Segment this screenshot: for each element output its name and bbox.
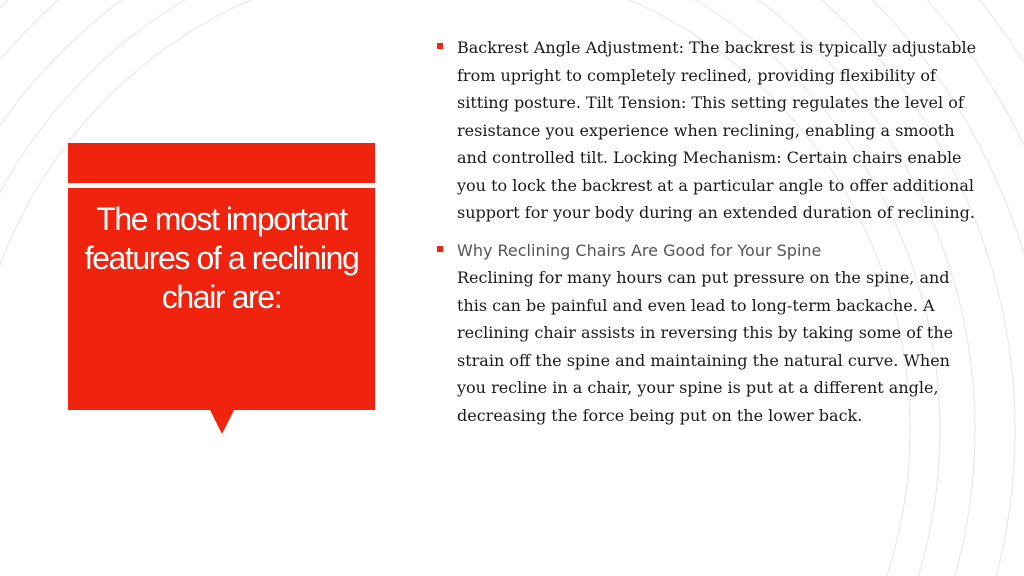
slide-title: The most important features of a reclining chair are: <box>84 201 359 315</box>
title-pointer <box>210 410 234 434</box>
square-bullet-icon <box>437 43 443 49</box>
accent-bar <box>68 143 375 183</box>
bullet-list <box>437 34 977 429</box>
bullet-text: Reclining for many hours can put pressure on the spine, and this can be painful and even lead to long-term backache. A reclining chair assists in reversing this by taking some of the strain off the spine and maintaining the natural curve. When you recline in a chair, your spine is put at a different angle, decreasing the force being put on the lower back. <box>457 268 954 425</box>
title-panel <box>68 188 375 410</box>
bullet-text: Backrest Angle Adjustment: The backrest is typically adjustable from upright to completely reclined, providing flexibility of sitting posture. Tilt Tension: This setting regulates the level of resistance you experience when reclining, enabling a smooth and controlled tilt. Locking Mechanism: Certain chairs enable you to lock the backrest at a particular angle to offer additional support for your body during an extended duration of reclining. <box>457 38 977 222</box>
bullet-heading: Why Reclining Chairs Are Good for Your Spine <box>457 240 822 260</box>
square-bullet-icon <box>437 246 443 252</box>
bullet-item <box>437 34 977 227</box>
bullet-item <box>437 237 977 430</box>
